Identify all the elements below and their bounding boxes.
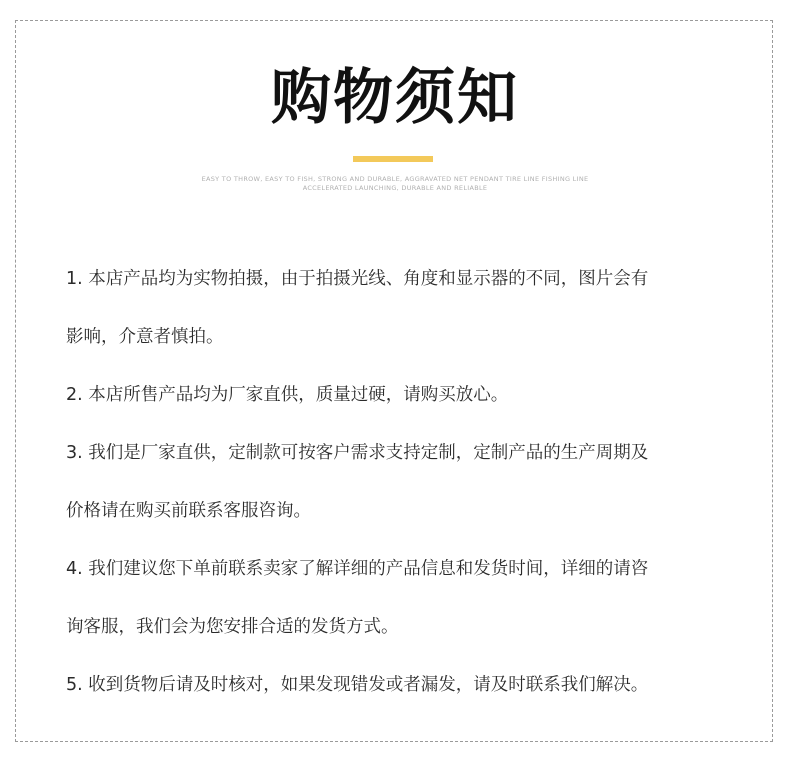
page-title: 购物须知 (271, 63, 519, 133)
subtitle-line-1: EASY TO THROW, EASY TO FISH, STRONG AND DURABLE, AGGRAVATED NET PENDANT TIRE LINE FISHING LINE (201, 175, 589, 183)
notice-line-6: 4. 我们建议您下单前联系卖家了解详细的产品信息和发货时间，详细的请咨 (66, 559, 649, 579)
notice-line-8: 5. 收到货物后请及时核对，如果发现错发或者漏发，请及时联系我们解决。 (66, 675, 649, 695)
page-subtitle (0, 175, 790, 193)
title-accent-bar (353, 156, 433, 162)
notice-line-4: 3. 我们是厂家直供，定制款可按客户需求支持定制，定制产品的生产周期及 (66, 443, 649, 463)
subtitle-line-2: ACCELERATED LAUNCHING, DURABLE AND RELIABLE (302, 184, 488, 192)
notice-line-5: 价格请在购买前联系客服咨询。 (66, 501, 311, 521)
notice-line-3: 2. 本店所售产品均为厂家直供，质量过硬，请购买放心。 (66, 385, 509, 405)
notice-line-1: 1. 本店产品均为实物拍摄，由于拍摄光线、角度和显示器的不同，图片会有 (66, 269, 649, 289)
notice-list (66, 250, 746, 714)
notice-line-7: 询客服，我们会为您安排合适的发货方式。 (66, 617, 399, 637)
notice-line-2: 影响，介意者慎拍。 (66, 327, 224, 347)
